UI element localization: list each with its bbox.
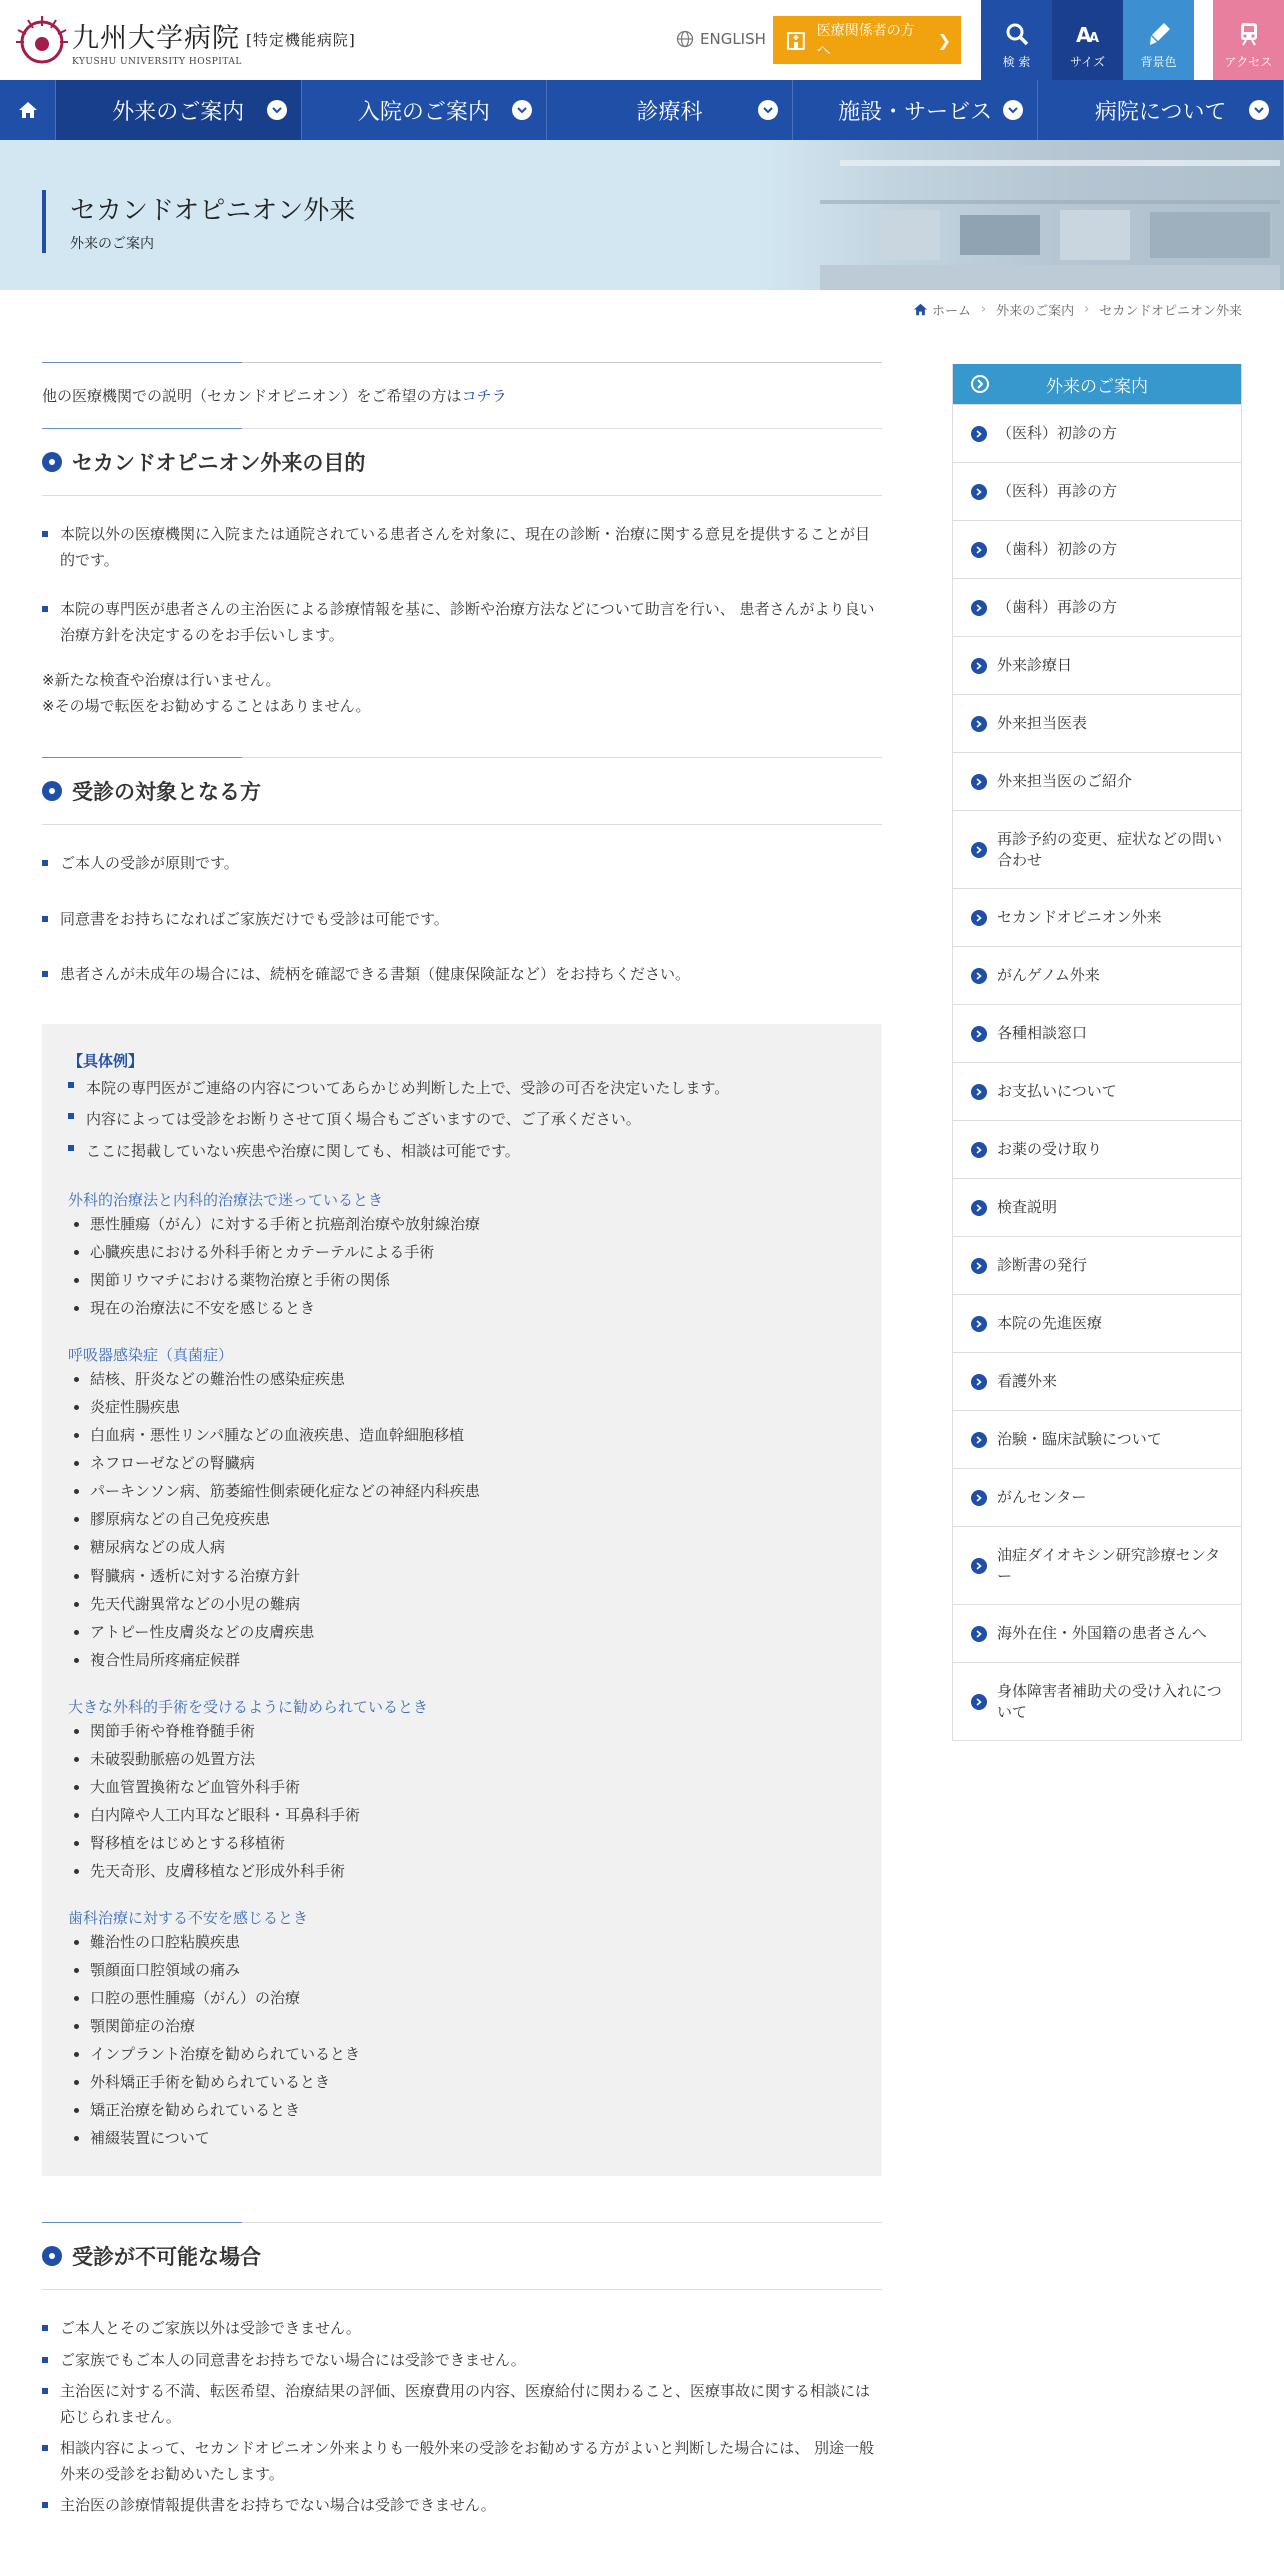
sidebar-item[interactable]: [953, 752, 1241, 810]
chevron-right-circle-icon: [971, 774, 987, 790]
circle-bullet-icon: [42, 781, 62, 801]
sidebar-item-label: お薬の受け取り: [997, 1140, 1103, 1158]
example-groups: [68, 1189, 856, 2152]
sidebar-item-label: （歯科）再診の方: [997, 598, 1118, 616]
sidebar-item[interactable]: [953, 1178, 1241, 1236]
sidebar-item-label: 油症ダイオキシン研究診療センター: [997, 1545, 1221, 1585]
svg-text:A: A: [1088, 31, 1099, 46]
list-item: ご家族でもご本人の同意書をお持ちでない場合には受診できません。: [42, 2348, 882, 2374]
sidebar-item-label: 本院の先進医療: [997, 1314, 1103, 1332]
section-heading-eligible: [42, 757, 882, 825]
list-item: • パーキンソン病、筋萎縮性側索硬化症などの神経内科疾患: [90, 1477, 856, 1505]
section-title: 受診が不可能な場合: [72, 2245, 261, 2270]
global-nav: [0, 80, 1284, 140]
nav-label: 外来のご案内: [112, 99, 245, 125]
home-icon: [913, 303, 928, 316]
list-item: • 大血管置換術など血管外科手術: [90, 1773, 856, 1801]
chevron-right-circle-icon: [971, 1026, 987, 1042]
nav-about[interactable]: [1038, 80, 1284, 140]
train-icon: [1236, 21, 1262, 47]
sidebar-heading[interactable]: [953, 364, 1241, 404]
hospital-logo-icon[interactable]: [14, 14, 70, 66]
not-possible-list: [42, 2316, 882, 2519]
circle-bullet-icon: [42, 2246, 62, 2266]
list-item: • 先天奇形、皮膚移植など形成外科手術: [90, 1857, 856, 1885]
list-item: • 難治性の口腔粘膜疾患: [90, 1928, 856, 1956]
sidebar-item[interactable]: [953, 636, 1241, 694]
sidebar-item-label: 外来担当医のご紹介: [997, 772, 1133, 790]
list-item: • 未破裂動脈癌の処置方法: [90, 1745, 856, 1773]
chevron-right-icon: ❯: [937, 30, 951, 50]
site-header: [0, 0, 1284, 80]
sidebar-item[interactable]: [953, 578, 1241, 636]
sidebar-item-label: 看護外来: [997, 1372, 1058, 1390]
sidebar-item-label: 治験・臨床試験について: [997, 1430, 1162, 1448]
example-group-list: [68, 1717, 856, 1885]
sidebar-item[interactable]: [953, 1526, 1241, 1604]
sidebar-item-label: セカンドオピニオン外来: [997, 908, 1162, 926]
nav-inpatient[interactable]: [302, 80, 548, 140]
example-group-list: [68, 1210, 856, 1322]
chevron-right-circle-icon: [971, 1316, 987, 1332]
english-link[interactable]: [676, 30, 766, 48]
list-item: • 補綴装置について: [90, 2124, 856, 2152]
section-title: 受診の対象となる方: [72, 780, 261, 804]
sidebar-item-label: （歯科）初診の方: [997, 540, 1118, 558]
sidebar-item[interactable]: [953, 1604, 1241, 1662]
sidebar-item-label: 海外在住・外国籍の患者さんへ: [997, 1624, 1207, 1642]
search-button[interactable]: [981, 0, 1052, 80]
chevron-right-circle-icon: [971, 716, 987, 732]
chevron-right-circle-icon: [971, 1374, 987, 1390]
list-item: ここに掲載していない疾患や治療に関しても、相談は可能です。: [68, 1136, 856, 1168]
sidebar-title: 外来のご案内: [1046, 376, 1148, 397]
nav-label: 病院について: [1094, 99, 1227, 125]
nav-departments[interactable]: [547, 80, 793, 140]
chevron-right-circle-icon: [971, 426, 987, 442]
list-item: • 糖尿病などの成人病: [90, 1533, 856, 1561]
breadcrumb-home[interactable]: ホーム: [931, 304, 971, 319]
list-item: • 顎関節症の治療: [90, 2012, 856, 2040]
list-item: • 先天代謝異常などの小児の難病: [90, 1590, 856, 1618]
building-icon: [785, 29, 807, 51]
list-item: • アトピー性皮膚炎などの皮膚疾患: [90, 1618, 856, 1646]
chevron-right-circle-icon: [971, 910, 987, 926]
background-color-label: 背景色: [1140, 55, 1177, 69]
list-item: • 悪性腫瘍（がん）に対する手術と抗癌剤治療や放射線治療: [90, 1210, 856, 1238]
hero-photo: [760, 140, 1284, 290]
example-group-title: 大きな外科的手術を受けるように勧められているとき: [68, 1697, 429, 1716]
nav-outpatient[interactable]: [56, 80, 302, 140]
sidebar-item-label: がんセンター: [997, 1488, 1087, 1506]
sidebar-item[interactable]: [953, 1352, 1241, 1410]
nav-facilities[interactable]: [793, 80, 1039, 140]
list-item: • 炎症性腸疾患: [90, 1393, 856, 1421]
sidebar-item-label: 外来診療日: [997, 656, 1073, 674]
home-icon: [18, 101, 38, 119]
sidebar-item-label: お支払いについて: [997, 1082, 1117, 1100]
chevron-right-icon: ›: [1084, 302, 1090, 317]
intro-text: [42, 363, 882, 428]
sidebar-item[interactable]: [953, 1004, 1241, 1062]
list-item: 相談内容によって、セカンドオピニオン外来よりも一般外来の受診をお勧めする方がよいと判断した場合には、 別途一般外来の受診をお勧めいたします。: [42, 2436, 882, 2487]
sidebar-item-label: がんゲノム外来: [997, 966, 1100, 984]
chevron-down-icon: [267, 100, 287, 120]
note: ※その場で転医をお勧めすることはありません。: [42, 696, 371, 715]
sidebar-item[interactable]: [953, 1062, 1241, 1120]
font-size-label: サイズ: [1069, 55, 1106, 69]
list-item: • 白血病・悪性リンパ腫などの血液疾患、造血幹細胞移植: [90, 1421, 856, 1449]
sidebar-item-label: （医科）再診の方: [997, 482, 1118, 500]
divider: [42, 362, 882, 363]
list-item: • 白内障や人工内耳など眼科・耳鼻科手術: [90, 1801, 856, 1829]
hero-title-block: [42, 190, 355, 253]
nav-label: 入院のご案内: [357, 99, 490, 125]
logo-tag: [特定機能病院]: [246, 31, 356, 49]
list-item: • 結核、肝炎などの難治性の感染症疾患: [90, 1365, 856, 1393]
page-subtitle: 外来のご案内: [70, 236, 154, 252]
sidebar-item[interactable]: [953, 1120, 1241, 1178]
list-item: • 心臓疾患における外科手術とカテーテルによる手術: [90, 1238, 856, 1266]
text-size-icon: [1075, 21, 1101, 47]
page-hero: [0, 140, 1284, 290]
chevron-down-icon: [1003, 100, 1023, 120]
list-item: • 膠原病などの自己免疫疾患: [90, 1505, 856, 1533]
list-item: • 複合性局所疼痛症候群: [90, 1646, 856, 1674]
list-item: • インプラント治療を勧められているとき: [90, 2040, 856, 2068]
sidebar-item-label: 検査説明: [997, 1198, 1058, 1216]
chevron-right-circle-icon: [971, 658, 987, 674]
sidebar-item[interactable]: [953, 810, 1241, 888]
sidebar-item[interactable]: [953, 404, 1241, 462]
nav-label: 施設・サービス: [838, 99, 993, 125]
logo-name: 九州大学病院: [72, 23, 240, 54]
chevron-right-circle-icon: [971, 1258, 987, 1274]
purpose-list: [42, 522, 882, 648]
chevron-right-circle-icon: [971, 1084, 987, 1100]
list-item: ご本人とそのご家族以外は受診できません。: [42, 2316, 882, 2342]
medical-staff-button[interactable]: [773, 16, 961, 64]
chevron-right-circle-icon: [971, 484, 987, 500]
english-label: ENGLISH: [700, 30, 766, 48]
chevron-right-circle-icon: [971, 1490, 987, 1506]
access-button[interactable]: [1213, 0, 1284, 80]
list-item: 同意書をお持ちになればご家族だけでも受診は可能です。: [42, 907, 882, 933]
example-group-list: [68, 1928, 856, 2152]
sidebar-item[interactable]: [953, 1662, 1241, 1740]
sidebar-item-label: （医科）初診の方: [997, 424, 1118, 442]
sidebar-item[interactable]: [953, 1410, 1241, 1468]
example-group-title: 歯科治療に対する不安を感じるとき: [68, 1908, 309, 1927]
sidebar-item[interactable]: [953, 946, 1241, 1004]
chevron-right-circle-icon: [971, 968, 987, 984]
breadcrumb-outpatient[interactable]: 外来のご案内: [996, 304, 1075, 319]
font-size-button[interactable]: [1052, 0, 1123, 80]
background-color-button[interactable]: [1123, 0, 1194, 80]
sidebar-item[interactable]: [953, 1236, 1241, 1294]
list-item: • ネフローゼなどの腎臓病: [90, 1449, 856, 1477]
globe-icon: [676, 30, 694, 48]
list-item: • 腎臓病・透析に対する治療方針: [90, 1562, 856, 1590]
list-item: 本院の専門医が患者さんの主治医による診療情報を基に、診断や治療方法などについて助言を行い、 患者さんがより良い治療方針を決定するのをお手伝いします。: [42, 597, 882, 648]
chevron-right-circle-icon: [971, 1626, 987, 1642]
example-group-list: [68, 1365, 856, 1674]
list-item: 本院以外の医療機関に入院または通院されている患者さんを対象に、現在の診断・治療に関する意見を提供することが目的です。: [42, 522, 882, 573]
breadcrumb-current: セカンドオピニオン外来: [1099, 304, 1242, 319]
logo-text[interactable]: [72, 16, 356, 67]
list-item: • 外科矯正手術を勧められているとき: [90, 2068, 856, 2096]
example-group-title: 外科的治療法と内科的治療法で迷っているとき: [68, 1191, 384, 1209]
examples-box: [42, 1024, 882, 2177]
sidebar-item[interactable]: [953, 520, 1241, 578]
chevron-down-icon: [1249, 100, 1269, 120]
list-item: • 現在の治療法に不安を感じるとき: [90, 1294, 856, 1322]
breadcrumb: [913, 300, 1242, 319]
list-item: • 矯正治療を勧められているとき: [90, 2096, 856, 2124]
chevron-right-circle-icon: [971, 1558, 987, 1574]
home-button[interactable]: [0, 80, 56, 140]
section-title: セカンドオピニオン外来の目的: [72, 451, 366, 475]
logo-sub: KYUSHU UNIVERSITY HOSPITAL: [72, 57, 242, 67]
medical-staff-label: 医療関係者の方へ: [816, 23, 915, 59]
list-item: 内容によっては受診をお断りさせて頂く場合もございますので、ご了承ください。: [68, 1104, 856, 1136]
list-item: • 腎移植をはじめとする移植術: [90, 1829, 856, 1857]
list-item: • 関節リウマチにおける薬物治療と手術の関係: [90, 1266, 856, 1294]
chevron-right-circle-icon: [971, 1200, 987, 1216]
intro-link[interactable]: コチラ: [461, 387, 507, 405]
list-item: • 関節手術や脊椎脊髄手術: [90, 1717, 856, 1745]
sidebar-item[interactable]: [953, 694, 1241, 752]
chevron-right-circle-icon: [971, 1142, 987, 1158]
chevron-down-icon: [758, 100, 778, 120]
sidebar-item[interactable]: [953, 1294, 1241, 1352]
examples-heading: 【具体例】: [68, 1051, 144, 1070]
search-icon: [1004, 21, 1030, 47]
brush-icon: [1146, 21, 1172, 47]
list-item: ご本人の受診が原則です。: [42, 851, 882, 877]
chevron-right-circle-icon: [971, 842, 987, 858]
chevron-down-icon: [512, 100, 532, 120]
sidebar-item-label: 再診予約の変更、症状などの問い合わせ: [997, 829, 1223, 869]
list-item: 主治医に対する不満、転医希望、治療結果の評価、医療費用の内容、医療給付に関わること、医療事故に関する相談には応じられません。: [42, 2379, 882, 2430]
nav-label: 診療科: [636, 99, 703, 125]
example-group-title: 呼吸器感染症（真菌症）: [68, 1346, 234, 1365]
list-item: • 顎顔面口腔領域の痛み: [90, 1956, 856, 1984]
main-content: [42, 362, 882, 2519]
chevron-right-circle-icon: [971, 375, 989, 393]
chevron-right-circle-icon: [971, 542, 987, 558]
section-heading-not-possible: [42, 2222, 882, 2290]
notes: [42, 668, 882, 719]
chevron-right-circle-icon: [971, 600, 987, 616]
chevron-right-circle-icon: [971, 1432, 987, 1448]
examples-notes: [68, 1073, 856, 1168]
chevron-right-circle-icon: [971, 1694, 987, 1710]
circle-bullet-icon: [42, 452, 62, 472]
sidebar-item-label: 身体障害者補助犬の受け入れについて: [997, 1681, 1222, 1721]
sidebar-item[interactable]: [953, 462, 1241, 520]
search-label: 検 索: [1002, 55, 1031, 69]
sidebar-item-label: 各種相談窓口: [997, 1024, 1088, 1042]
note: ※新たな検査や治療は行いません。: [42, 671, 281, 689]
eligible-list: [42, 851, 882, 988]
list-item: 患者さんが未成年の場合には、続柄を確認できる書類（健康保険証など）をお持ちください。: [42, 962, 882, 988]
sidebar-item[interactable]: [953, 1468, 1241, 1526]
access-label: アクセス: [1224, 55, 1273, 69]
list-item: • 口腔の悪性腫瘍（がん）の治療: [90, 1984, 856, 2012]
list-item: 主治医の診療情報提供書をお持ちでない場合は受診できません。: [42, 2493, 882, 2519]
sidebar-item[interactable]: [953, 888, 1241, 946]
sidebar-item-label: 診断書の発行: [997, 1256, 1088, 1274]
svg-text:A: A: [1075, 23, 1091, 47]
sidebar-item-label: 外来担当医表: [997, 714, 1088, 732]
page-title: セカンドオピニオン外来: [70, 196, 356, 226]
intro-body: 他の医療機関での説明（セカンドオピニオン）をご希望の方は: [42, 387, 462, 405]
sidebar-nav: [952, 364, 1242, 1741]
list-item: 本院の専門医がご連絡の内容についてあらかじめ判断した上で、受診の可否を決定いたします。: [68, 1073, 856, 1105]
chevron-right-icon: ›: [980, 302, 987, 317]
section-heading-purpose: [42, 428, 882, 496]
sidebar-items: [953, 404, 1241, 1740]
